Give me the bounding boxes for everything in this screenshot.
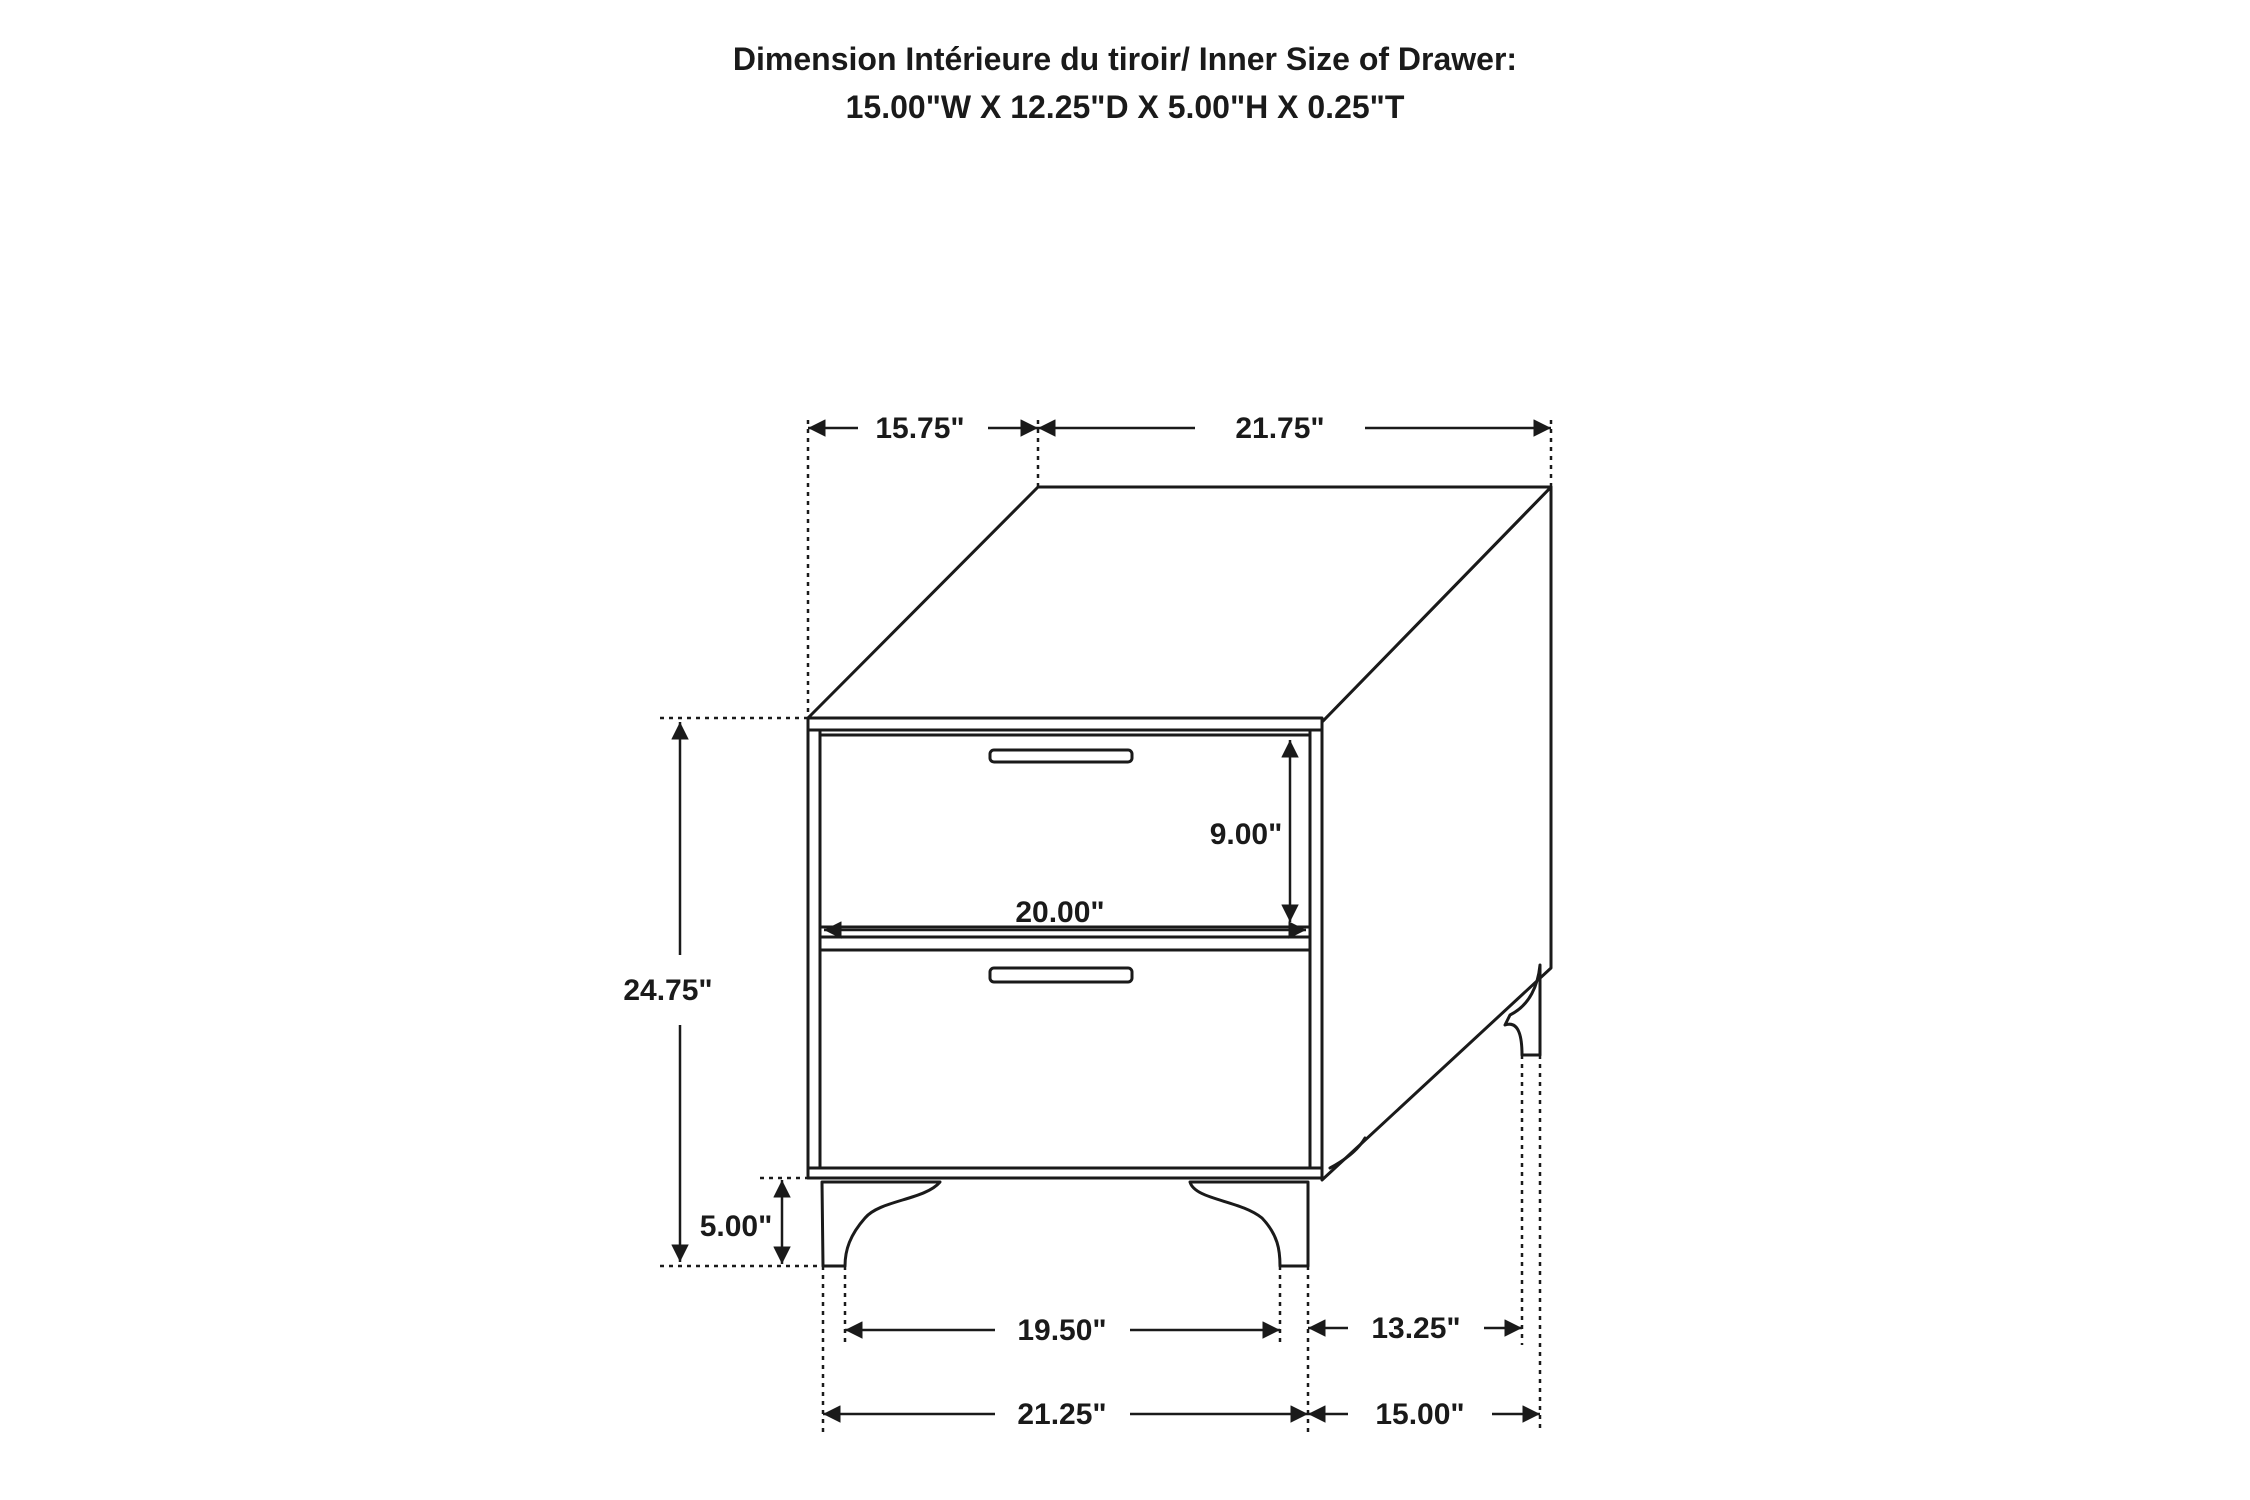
- leg-front-left: [822, 1182, 940, 1266]
- dim-drawer-opening-height: 9.00": [1209, 818, 1283, 851]
- dim-top-side-depth: 15.75": [875, 412, 965, 445]
- dim-inner-leg-width: 19.50": [1017, 1314, 1107, 1347]
- leg-front-right: [1190, 1182, 1308, 1266]
- top-drawer-handle: [990, 750, 1132, 762]
- dim-base-width: 21.25": [1017, 1398, 1107, 1431]
- bottom-drawer-handle: [990, 968, 1132, 982]
- title-line-2: 15.00"W X 12.25"D X 5.00"H X 0.25"T: [845, 89, 1405, 125]
- dim-top-width: 21.75": [1235, 412, 1325, 445]
- dim-drawer-opening-width: 20.00": [1015, 896, 1105, 929]
- dim-overall-height: 24.75": [623, 974, 713, 1007]
- dim-base-depth: 15.00": [1375, 1398, 1465, 1431]
- title-line-1: Dimension Intérieure du tiroir/ Inner Size of Drawer:: [732, 41, 1518, 77]
- front-face: [808, 730, 1322, 1178]
- dim-inner-leg-depth: 13.25": [1371, 1312, 1461, 1345]
- dim-leg-height: 5.00": [699, 1210, 773, 1243]
- top-front-edge: [808, 718, 1322, 730]
- nightstand-drawing: [808, 487, 1551, 1266]
